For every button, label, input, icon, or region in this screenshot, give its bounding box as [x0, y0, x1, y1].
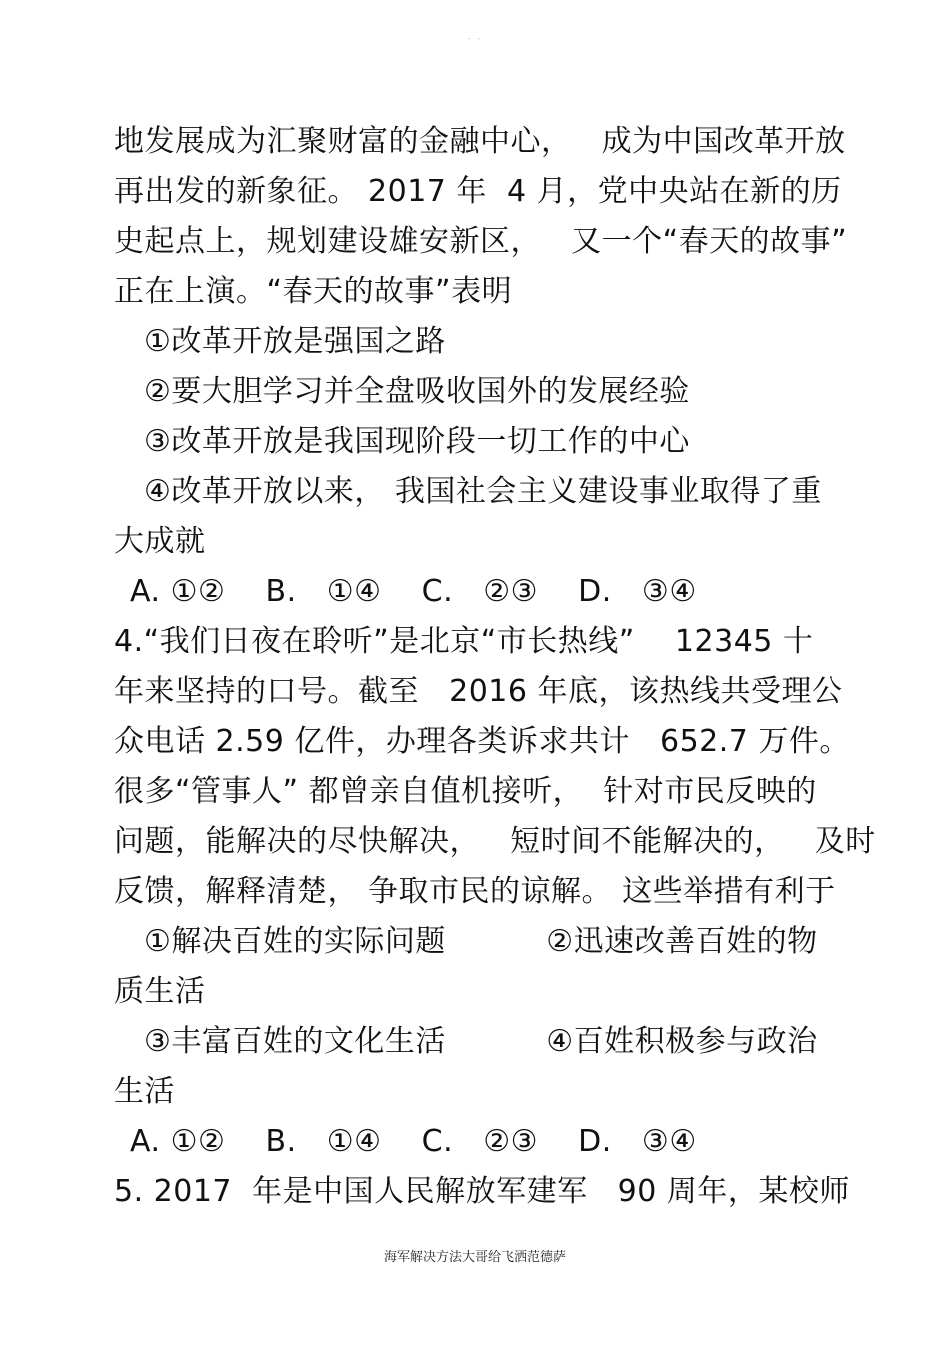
text-line: 很多“管事人” 都曾亲自值机接听， 针对市民反映的	[114, 774, 817, 809]
answer-options: A. ①② B. ①④ C. ②③ D. ③④	[130, 1124, 697, 1159]
text-line: 众电话 2.59 亿件，办理各类诉求共计 652.7 万件。	[114, 724, 850, 759]
question-stem: 5. 2017 年是中国人民解放军建军 90 周年，某校师	[114, 1174, 850, 1209]
choice-statement: ④改革开放以来， 我国社会主义建设事业取得了重	[144, 474, 822, 509]
text-line: 反馈，解释清楚， 争取市民的谅解。 这些举措有利于	[114, 874, 836, 909]
text-line: 问题，能解决的尽快解决， 短时间不能解决的， 及时	[114, 824, 876, 859]
choice-statement: ③丰富百姓的文化生活 ④百姓积极参与政治	[144, 1024, 818, 1059]
text-line: 年来坚持的口号。截至 2016 年底，该热线共受理公	[114, 674, 843, 709]
text-line: 再出发的新象征。 2017 年 4 月，党中央站在新的历	[114, 174, 842, 209]
answer-options: A. ①② B. ①④ C. ②③ D. ③④	[130, 574, 697, 609]
page-header-mark: - -	[467, 34, 483, 43]
text-line: 生活	[114, 1074, 175, 1109]
page-footer: 海军解决方法大哥给飞洒范德萨	[383, 1250, 566, 1265]
question-stem: 4.“我们日夜在聆听”是北京“市长热线” 12345 十	[114, 624, 814, 659]
text-line: 正在上演。“春天的故事”表明	[114, 274, 513, 309]
choice-statement: ①改革开放是强国之路	[144, 324, 446, 359]
choice-statement: ③改革开放是我国现阶段一切工作的中心	[144, 424, 690, 459]
text-line: 史起点上，规划建设雄安新区， 又一个“春天的故事”	[114, 224, 848, 259]
text-line: 大成就	[114, 524, 206, 559]
text-line: 地发展成为汇聚财富的金融中心， 成为中国改革开放	[114, 124, 846, 159]
choice-statement: ①解决百姓的实际问题 ②迅速改善百姓的物	[144, 924, 818, 959]
choice-statement: ②要大胆学习并全盘吸收国外的发展经验	[144, 374, 690, 409]
text-line: 质生活	[114, 974, 206, 1009]
